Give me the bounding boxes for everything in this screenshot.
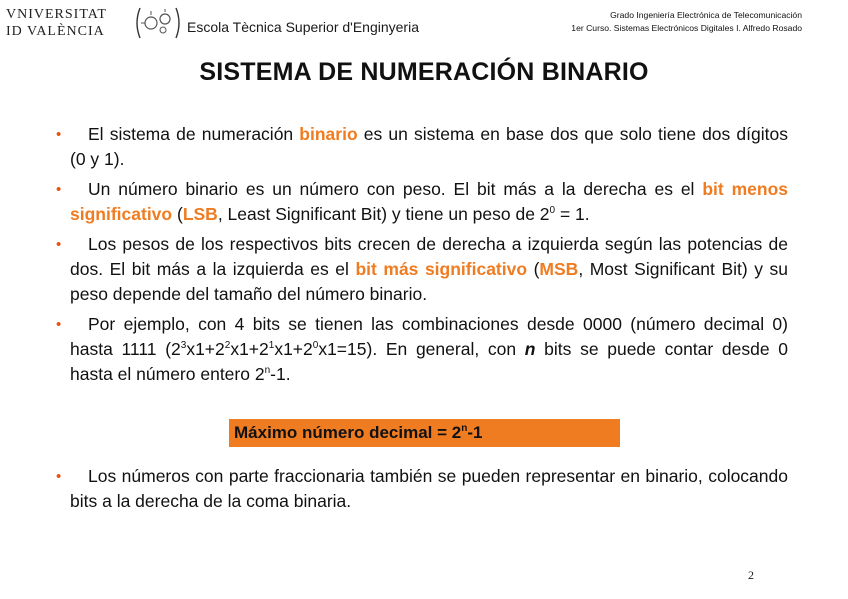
bullet-list-2 <box>56 464 788 519</box>
max-decimal-suffix: -1 <box>467 423 483 442</box>
exponent: n <box>461 423 468 434</box>
exponent: 0 <box>549 205 556 216</box>
university-name-line2: ID VALÈNCIA <box>6 24 105 39</box>
university-name <box>6 6 130 40</box>
page-number: 2 <box>748 568 754 582</box>
text-run: Los números con parte fraccionaria también se pueden representar en binario, colocando bits a la derecha de la coma binaria. <box>70 466 788 511</box>
course-info <box>571 9 802 35</box>
text-run: Un número binario es un número con peso. El bit más a la derecha es el <box>88 179 703 199</box>
seal-icon <box>133 6 183 40</box>
text-run: = 1. <box>555 204 590 224</box>
course-subject: 1er Curso. Sistemas Electrónicos Digitales I. Alfredo Rosado <box>571 23 802 33</box>
text-run: x1+2 <box>274 339 313 359</box>
highlight-msb-term: bit más significativo <box>355 259 528 279</box>
course-degree: Grado Ingeniería Electrónica de Telecomunicación <box>610 10 802 20</box>
exponent: n <box>264 365 271 376</box>
highlight-binario: binario <box>299 124 358 144</box>
max-decimal-text: Máximo número decimal = 2 <box>234 423 462 442</box>
university-logo <box>6 4 446 44</box>
university-name-line1: VNIVERSITAT <box>6 7 107 22</box>
text-run: x1+2 <box>230 339 269 359</box>
text-run: x1+2 <box>186 339 225 359</box>
highlight-msb: MSB <box>539 259 579 279</box>
bullet-lsb <box>56 177 788 227</box>
school-name: Escola Tècnica Superior d'Enginyeria <box>187 19 419 35</box>
bullet-fractional <box>56 464 788 514</box>
text-run: ( <box>172 204 183 224</box>
highlight-lsb-term: bit menos significativo <box>70 179 788 224</box>
bullet-msb <box>56 232 788 307</box>
exponent: 1 <box>268 340 275 351</box>
bullet-list <box>56 122 788 392</box>
text-run: Los pesos de los respectivos bits crecen de derecha a izquierda según las potencias de dos. El bit más a la izquierda es el <box>70 234 788 279</box>
text-run: , Most Significant Bit) y su peso depende del tamaño del número binario. <box>70 259 788 304</box>
exponent: 2 <box>224 340 231 351</box>
exponent: 3 <box>180 340 187 351</box>
max-decimal-box <box>229 419 620 447</box>
text-run: ( <box>527 259 540 279</box>
text-run: x1=15). En general, con <box>318 339 525 359</box>
text-run: Por ejemplo, con 4 bits se tienen las combinaciones desde 0000 (número decimal 0) hasta 1111 (2 <box>70 314 788 359</box>
text-run: -1. <box>270 364 291 384</box>
highlight-lsb: LSB <box>182 204 218 224</box>
variable-n: n <box>524 339 536 359</box>
exponent: 0 <box>312 340 319 351</box>
text-run: bits se puede contar desde 0 hasta el número entero 2 <box>70 339 788 384</box>
text-run: es un sistema en base dos que solo tiene dos dígitos (0 y 1). <box>70 124 788 169</box>
bullet-example <box>56 312 788 387</box>
slide-title: SISTEMA DE NUMERACIÓN BINARIO <box>199 58 649 86</box>
text-run: , Least Significant Bit) y tiene un peso de 2 <box>217 204 550 224</box>
bullet-binary-definition <box>56 122 788 172</box>
text-run: El sistema de numeración <box>88 124 300 144</box>
